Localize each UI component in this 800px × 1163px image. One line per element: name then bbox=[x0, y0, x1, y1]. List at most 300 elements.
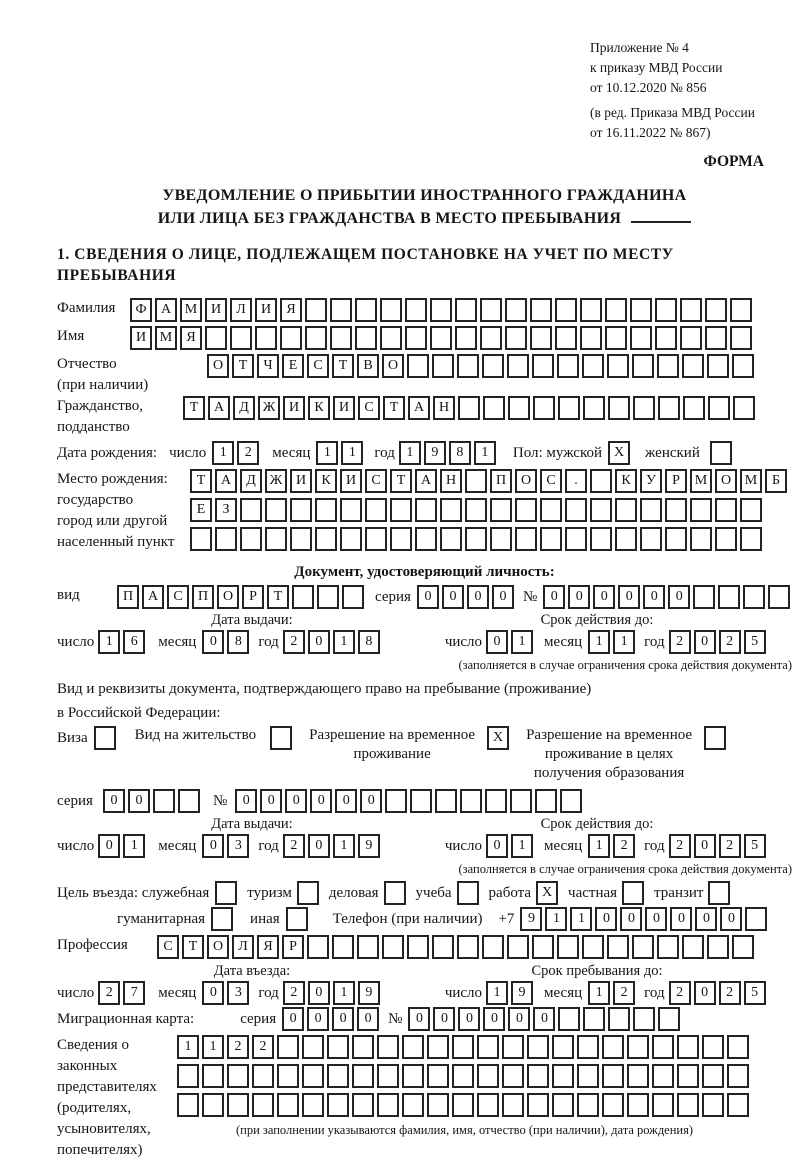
citizenship-boxes-cell[interactable]: Т bbox=[183, 396, 205, 420]
legal-representatives-line1-boxes-cell[interactable] bbox=[277, 1035, 299, 1059]
patronymic-boxes-cell[interactable] bbox=[457, 354, 479, 378]
birth-month-boxes-cell[interactable]: 1 bbox=[341, 441, 363, 465]
surname-boxes-cell[interactable]: М bbox=[180, 298, 202, 322]
doc-issue-month-boxes-cell[interactable]: 8 bbox=[227, 630, 249, 654]
legal-representatives-line3-boxes-cell[interactable] bbox=[677, 1093, 699, 1117]
birthplace-line3-boxes-cell[interactable] bbox=[340, 527, 362, 551]
patronymic-boxes-cell[interactable] bbox=[682, 354, 704, 378]
legal-representatives-line1-boxes-cell[interactable] bbox=[677, 1035, 699, 1059]
givenname-boxes-cell[interactable] bbox=[205, 326, 227, 350]
birthplace-line3-boxes-cell[interactable] bbox=[490, 527, 512, 551]
surname-boxes-cell[interactable] bbox=[330, 298, 352, 322]
doc-number-boxes-cell[interactable]: 0 bbox=[668, 585, 690, 609]
permit-number-boxes-cell[interactable] bbox=[385, 789, 407, 813]
entry-year-boxes-cell[interactable]: 0 bbox=[308, 981, 330, 1005]
legal-representatives-line1-boxes-cell[interactable] bbox=[727, 1035, 749, 1059]
doc-type-boxes-cell[interactable] bbox=[342, 585, 364, 609]
profession-boxes-cell[interactable]: Л bbox=[232, 935, 254, 959]
givenname-boxes-cell[interactable] bbox=[580, 326, 602, 350]
citizenship-boxes-cell[interactable]: А bbox=[208, 396, 230, 420]
entry-year-boxes-cell[interactable]: 9 bbox=[358, 981, 380, 1005]
birthplace-line1-boxes-cell[interactable]: А bbox=[215, 469, 237, 493]
surname-boxes-cell[interactable] bbox=[480, 298, 502, 322]
purpose-study-checkbox[interactable] bbox=[457, 881, 479, 905]
doc-number-boxes-cell[interactable]: 0 bbox=[543, 585, 565, 609]
phone-boxes-cell[interactable]: 0 bbox=[695, 907, 717, 931]
legal-representatives-line2-boxes-cell[interactable] bbox=[252, 1064, 274, 1088]
surname-boxes-cell[interactable] bbox=[380, 298, 402, 322]
legal-representatives-line3-boxes-cell[interactable] bbox=[527, 1093, 549, 1117]
permit-series-boxes-cell[interactable]: 0 bbox=[103, 789, 125, 813]
legal-representatives-line2-boxes-cell[interactable] bbox=[302, 1064, 324, 1088]
profession-boxes-cell[interactable] bbox=[432, 935, 454, 959]
birthplace-line3-boxes-cell[interactable] bbox=[565, 527, 587, 551]
patronymic-boxes-cell[interactable] bbox=[407, 354, 429, 378]
permit-number-boxes-cell[interactable]: 0 bbox=[235, 789, 257, 813]
legal-representatives-line1-boxes-cell[interactable] bbox=[402, 1035, 424, 1059]
birthplace-line2-boxes-cell[interactable] bbox=[515, 498, 537, 522]
doc-series-boxes-cell[interactable]: 0 bbox=[467, 585, 489, 609]
phone-boxes-cell[interactable]: 0 bbox=[670, 907, 692, 931]
permit-issue-month-boxes-cell[interactable]: 0 bbox=[202, 834, 224, 858]
birth-year-boxes-cell[interactable]: 1 bbox=[399, 441, 421, 465]
birthplace-line2-boxes-cell[interactable] bbox=[590, 498, 612, 522]
legal-representatives-line1-boxes-cell[interactable] bbox=[377, 1035, 399, 1059]
migration-series-boxes-cell[interactable]: 0 bbox=[282, 1007, 304, 1031]
citizenship-boxes-cell[interactable] bbox=[483, 396, 505, 420]
legal-representatives-line3-boxes-cell[interactable] bbox=[327, 1093, 349, 1117]
birthplace-line2-boxes-cell[interactable] bbox=[390, 498, 412, 522]
migration-number-boxes-cell[interactable]: 0 bbox=[408, 1007, 430, 1031]
doc-number-boxes-cell[interactable] bbox=[768, 585, 790, 609]
doc-issue-year-boxes-cell[interactable]: 1 bbox=[333, 630, 355, 654]
birthplace-line2-boxes-cell[interactable] bbox=[265, 498, 287, 522]
birthplace-line1-boxes-cell[interactable]: О bbox=[515, 469, 537, 493]
givenname-boxes-cell[interactable] bbox=[655, 326, 677, 350]
surname-boxes-cell[interactable] bbox=[730, 298, 752, 322]
birthplace-line3-boxes-cell[interactable] bbox=[690, 527, 712, 551]
legal-representatives-line2-boxes-cell[interactable] bbox=[552, 1064, 574, 1088]
permit-valid-year-boxes-cell[interactable]: 2 bbox=[719, 834, 741, 858]
migration-number-boxes-cell[interactable]: 0 bbox=[483, 1007, 505, 1031]
birthplace-line1-boxes-cell[interactable]: К bbox=[315, 469, 337, 493]
birthplace-line3-boxes-cell[interactable] bbox=[265, 527, 287, 551]
birthplace-line3-boxes-cell[interactable] bbox=[515, 527, 537, 551]
birthplace-line1-boxes-cell[interactable]: . bbox=[565, 469, 587, 493]
doc-number-boxes-cell[interactable] bbox=[718, 585, 740, 609]
birthplace-line3-boxes-cell[interactable] bbox=[615, 527, 637, 551]
givenname-boxes-cell[interactable] bbox=[380, 326, 402, 350]
citizenship-boxes-cell[interactable]: К bbox=[308, 396, 330, 420]
legal-representatives-line1-boxes-cell[interactable] bbox=[652, 1035, 674, 1059]
surname-boxes-cell[interactable] bbox=[605, 298, 627, 322]
stay-month-boxes-cell[interactable]: 2 bbox=[613, 981, 635, 1005]
permit-number-boxes-cell[interactable] bbox=[410, 789, 432, 813]
legal-representatives-line2-boxes-cell[interactable] bbox=[502, 1064, 524, 1088]
permit-number-boxes-cell[interactable] bbox=[460, 789, 482, 813]
stay-month-boxes-cell[interactable]: 1 bbox=[588, 981, 610, 1005]
birthplace-line2-boxes-cell[interactable] bbox=[340, 498, 362, 522]
female-checkbox[interactable] bbox=[710, 441, 732, 465]
legal-representatives-line1-boxes-cell[interactable] bbox=[452, 1035, 474, 1059]
patronymic-boxes-cell[interactable] bbox=[732, 354, 754, 378]
givenname-boxes-cell[interactable] bbox=[405, 326, 427, 350]
birthplace-line2-boxes-cell[interactable] bbox=[540, 498, 562, 522]
givenname-boxes-cell[interactable] bbox=[555, 326, 577, 350]
male-checkbox[interactable]: X bbox=[608, 441, 630, 465]
legal-representatives-line3-boxes-cell[interactable] bbox=[202, 1093, 224, 1117]
migration-number-boxes-cell[interactable] bbox=[558, 1007, 580, 1031]
surname-boxes-cell[interactable] bbox=[505, 298, 527, 322]
purpose-humanitarian-checkbox[interactable] bbox=[211, 907, 233, 931]
patronymic-boxes-cell[interactable] bbox=[607, 354, 629, 378]
stay-year-boxes-cell[interactable]: 2 bbox=[719, 981, 741, 1005]
migration-series-boxes-cell[interactable]: 0 bbox=[332, 1007, 354, 1031]
givenname-boxes-cell[interactable]: Я bbox=[180, 326, 202, 350]
profession-boxes-cell[interactable]: С bbox=[157, 935, 179, 959]
doc-valid-day-boxes-cell[interactable]: 1 bbox=[511, 630, 533, 654]
citizenship-boxes-cell[interactable] bbox=[733, 396, 755, 420]
legal-representatives-line3-boxes-cell[interactable] bbox=[427, 1093, 449, 1117]
doc-issue-year-boxes-cell[interactable]: 8 bbox=[358, 630, 380, 654]
legal-representatives-line2-boxes-cell[interactable] bbox=[177, 1064, 199, 1088]
legal-representatives-line1-boxes-cell[interactable]: 2 bbox=[227, 1035, 249, 1059]
permit-valid-day-boxes-cell[interactable]: 1 bbox=[511, 834, 533, 858]
doc-number-boxes-cell[interactable]: 0 bbox=[618, 585, 640, 609]
birth-year-boxes-cell[interactable]: 9 bbox=[424, 441, 446, 465]
permit-series-boxes-cell[interactable] bbox=[153, 789, 175, 813]
migration-number-boxes-cell[interactable] bbox=[608, 1007, 630, 1031]
birthplace-line3-boxes-cell[interactable] bbox=[390, 527, 412, 551]
legal-representatives-line3-boxes-cell[interactable] bbox=[502, 1093, 524, 1117]
profession-boxes-cell[interactable] bbox=[657, 935, 679, 959]
givenname-boxes-cell[interactable] bbox=[505, 326, 527, 350]
profession-boxes-cell[interactable] bbox=[407, 935, 429, 959]
birthplace-line2-boxes-cell[interactable] bbox=[740, 498, 762, 522]
doc-type-boxes-cell[interactable]: С bbox=[167, 585, 189, 609]
birthplace-line3-boxes-cell[interactable] bbox=[665, 527, 687, 551]
birthplace-line2-boxes-cell[interactable] bbox=[665, 498, 687, 522]
patronymic-boxes-cell[interactable] bbox=[482, 354, 504, 378]
birthplace-line2-boxes-cell[interactable]: З bbox=[215, 498, 237, 522]
doc-valid-year-boxes-cell[interactable]: 2 bbox=[719, 630, 741, 654]
visa-checkbox[interactable] bbox=[94, 726, 116, 750]
patronymic-boxes-cell[interactable]: О bbox=[207, 354, 229, 378]
permit-issue-year-boxes-cell[interactable]: 2 bbox=[283, 834, 305, 858]
birthplace-line2-boxes-cell[interactable] bbox=[440, 498, 462, 522]
stay-year-boxes-cell[interactable]: 2 bbox=[669, 981, 691, 1005]
patronymic-boxes-cell[interactable]: Т bbox=[232, 354, 254, 378]
doc-number-boxes-cell[interactable] bbox=[743, 585, 765, 609]
patronymic-boxes-cell[interactable] bbox=[657, 354, 679, 378]
permit-valid-month-boxes-cell[interactable]: 1 bbox=[588, 834, 610, 858]
birthplace-line3-boxes-cell[interactable] bbox=[415, 527, 437, 551]
birthplace-line1-boxes-cell[interactable]: Б bbox=[765, 469, 787, 493]
profession-boxes-cell[interactable]: О bbox=[207, 935, 229, 959]
permit-issue-year-boxes-cell[interactable]: 0 bbox=[308, 834, 330, 858]
birthplace-line1-boxes-cell[interactable]: И bbox=[290, 469, 312, 493]
doc-type-boxes-cell[interactable]: Т bbox=[267, 585, 289, 609]
profession-boxes-cell[interactable] bbox=[557, 935, 579, 959]
citizenship-boxes-cell[interactable]: А bbox=[408, 396, 430, 420]
legal-representatives-line2-boxes-cell[interactable] bbox=[227, 1064, 249, 1088]
citizenship-boxes-cell[interactable] bbox=[633, 396, 655, 420]
patronymic-boxes-cell[interactable] bbox=[632, 354, 654, 378]
doc-number-boxes-cell[interactable]: 0 bbox=[568, 585, 590, 609]
citizenship-boxes-cell[interactable]: С bbox=[358, 396, 380, 420]
surname-boxes-cell[interactable]: Я bbox=[280, 298, 302, 322]
patronymic-boxes-cell[interactable] bbox=[707, 354, 729, 378]
temp-residence-checkbox[interactable]: X bbox=[487, 726, 509, 750]
phone-boxes-cell[interactable]: 1 bbox=[545, 907, 567, 931]
permit-number-boxes-cell[interactable]: 0 bbox=[335, 789, 357, 813]
birthplace-line1-boxes-cell[interactable] bbox=[590, 469, 612, 493]
purpose-business-checkbox[interactable] bbox=[384, 881, 406, 905]
doc-valid-day-boxes-cell[interactable]: 0 bbox=[486, 630, 508, 654]
givenname-boxes-cell[interactable] bbox=[255, 326, 277, 350]
legal-representatives-line2-boxes-cell[interactable] bbox=[477, 1064, 499, 1088]
patronymic-boxes-cell[interactable]: В bbox=[357, 354, 379, 378]
purpose-work-checkbox[interactable]: X bbox=[536, 881, 558, 905]
permit-number-boxes-cell[interactable] bbox=[560, 789, 582, 813]
surname-boxes-cell[interactable]: И bbox=[205, 298, 227, 322]
patronymic-boxes-cell[interactable]: Ч bbox=[257, 354, 279, 378]
patronymic-boxes-cell[interactable]: Т bbox=[332, 354, 354, 378]
givenname-boxes-cell[interactable] bbox=[730, 326, 752, 350]
birthplace-line1-boxes-cell[interactable]: Т bbox=[390, 469, 412, 493]
legal-representatives-line1-boxes-cell[interactable] bbox=[477, 1035, 499, 1059]
permit-number-boxes-cell[interactable]: 0 bbox=[310, 789, 332, 813]
citizenship-boxes-cell[interactable] bbox=[558, 396, 580, 420]
doc-issue-year-boxes-cell[interactable]: 2 bbox=[283, 630, 305, 654]
birthplace-line1-boxes-cell[interactable]: О bbox=[715, 469, 737, 493]
givenname-boxes-cell[interactable] bbox=[280, 326, 302, 350]
citizenship-boxes-cell[interactable] bbox=[583, 396, 605, 420]
birthplace-line3-boxes-cell[interactable] bbox=[315, 527, 337, 551]
doc-valid-month-boxes-cell[interactable]: 1 bbox=[588, 630, 610, 654]
birthplace-line1-boxes-cell[interactable]: А bbox=[415, 469, 437, 493]
migration-number-boxes-cell[interactable] bbox=[633, 1007, 655, 1031]
birth-day-boxes-cell[interactable]: 1 bbox=[212, 441, 234, 465]
phone-boxes-cell[interactable]: 0 bbox=[645, 907, 667, 931]
birth-year-boxes-cell[interactable]: 8 bbox=[449, 441, 471, 465]
birthplace-line2-boxes-cell[interactable] bbox=[640, 498, 662, 522]
surname-boxes-cell[interactable] bbox=[655, 298, 677, 322]
legal-representatives-line1-boxes-cell[interactable] bbox=[702, 1035, 724, 1059]
surname-boxes-cell[interactable] bbox=[555, 298, 577, 322]
doc-valid-month-boxes-cell[interactable]: 1 bbox=[613, 630, 635, 654]
doc-valid-year-boxes-cell[interactable]: 5 bbox=[744, 630, 766, 654]
birthplace-line3-boxes-cell[interactable] bbox=[365, 527, 387, 551]
permit-number-boxes-cell[interactable]: 0 bbox=[360, 789, 382, 813]
purpose-transit-checkbox[interactable] bbox=[708, 881, 730, 905]
legal-representatives-line1-boxes-cell[interactable]: 2 bbox=[252, 1035, 274, 1059]
legal-representatives-line2-boxes-cell[interactable] bbox=[727, 1064, 749, 1088]
birthplace-line1-boxes-cell[interactable]: Д bbox=[240, 469, 262, 493]
surname-boxes-cell[interactable] bbox=[530, 298, 552, 322]
entry-month-boxes-cell[interactable]: 0 bbox=[202, 981, 224, 1005]
profession-boxes-cell[interactable] bbox=[607, 935, 629, 959]
birthplace-line1-boxes-cell[interactable]: Т bbox=[190, 469, 212, 493]
profession-boxes-cell[interactable] bbox=[482, 935, 504, 959]
profession-boxes-cell[interactable] bbox=[707, 935, 729, 959]
doc-type-boxes-cell[interactable]: О bbox=[217, 585, 239, 609]
legal-representatives-line2-boxes-cell[interactable] bbox=[452, 1064, 474, 1088]
birthplace-line2-boxes-cell[interactable] bbox=[490, 498, 512, 522]
legal-representatives-line3-boxes-cell[interactable] bbox=[227, 1093, 249, 1117]
migration-series-boxes-cell[interactable]: 0 bbox=[357, 1007, 379, 1031]
givenname-boxes-cell[interactable] bbox=[430, 326, 452, 350]
surname-boxes-cell[interactable] bbox=[680, 298, 702, 322]
purpose-tourism-checkbox[interactable] bbox=[297, 881, 319, 905]
givenname-boxes-cell[interactable] bbox=[230, 326, 252, 350]
legal-representatives-line2-boxes-cell[interactable] bbox=[277, 1064, 299, 1088]
permit-number-boxes-cell[interactable] bbox=[485, 789, 507, 813]
birthplace-line2-boxes-cell[interactable] bbox=[715, 498, 737, 522]
patronymic-boxes-cell[interactable] bbox=[557, 354, 579, 378]
givenname-boxes-cell[interactable] bbox=[630, 326, 652, 350]
birthplace-line1-boxes-cell[interactable]: С bbox=[540, 469, 562, 493]
surname-boxes-cell[interactable] bbox=[455, 298, 477, 322]
legal-representatives-line2-boxes-cell[interactable] bbox=[577, 1064, 599, 1088]
givenname-boxes-cell[interactable] bbox=[680, 326, 702, 350]
surname-boxes-cell[interactable] bbox=[580, 298, 602, 322]
stay-day-boxes-cell[interactable]: 1 bbox=[486, 981, 508, 1005]
legal-representatives-line2-boxes-cell[interactable] bbox=[652, 1064, 674, 1088]
givenname-boxes-cell[interactable] bbox=[355, 326, 377, 350]
citizenship-boxes-cell[interactable]: И bbox=[333, 396, 355, 420]
legal-representatives-line1-boxes-cell[interactable] bbox=[552, 1035, 574, 1059]
birthplace-line2-boxes-cell[interactable] bbox=[240, 498, 262, 522]
doc-number-boxes-cell[interactable] bbox=[693, 585, 715, 609]
patronymic-boxes-cell[interactable] bbox=[582, 354, 604, 378]
birthplace-line2-boxes-cell[interactable] bbox=[365, 498, 387, 522]
phone-boxes-cell[interactable] bbox=[745, 907, 767, 931]
birthplace-line1-boxes-cell[interactable]: Р bbox=[665, 469, 687, 493]
legal-representatives-line3-boxes-cell[interactable] bbox=[552, 1093, 574, 1117]
legal-representatives-line3-boxes-cell[interactable] bbox=[727, 1093, 749, 1117]
profession-boxes-cell[interactable] bbox=[582, 935, 604, 959]
patronymic-boxes-cell[interactable]: О bbox=[382, 354, 404, 378]
legal-representatives-line2-boxes-cell[interactable] bbox=[202, 1064, 224, 1088]
profession-boxes-cell[interactable] bbox=[357, 935, 379, 959]
birthplace-line1-boxes-cell[interactable]: У bbox=[640, 469, 662, 493]
doc-type-boxes-cell[interactable]: П bbox=[192, 585, 214, 609]
doc-type-boxes-cell[interactable]: Р bbox=[242, 585, 264, 609]
surname-boxes-cell[interactable]: Ф bbox=[130, 298, 152, 322]
birthplace-line3-boxes-cell[interactable] bbox=[590, 527, 612, 551]
surname-boxes-cell[interactable] bbox=[305, 298, 327, 322]
legal-representatives-line3-boxes-cell[interactable] bbox=[252, 1093, 274, 1117]
doc-series-boxes-cell[interactable]: 0 bbox=[417, 585, 439, 609]
stay-year-boxes-cell[interactable]: 0 bbox=[694, 981, 716, 1005]
givenname-boxes-cell[interactable] bbox=[480, 326, 502, 350]
birthplace-line3-boxes-cell[interactable] bbox=[715, 527, 737, 551]
migration-number-boxes-cell[interactable]: 0 bbox=[458, 1007, 480, 1031]
profession-boxes-cell[interactable] bbox=[532, 935, 554, 959]
surname-boxes-cell[interactable]: А bbox=[155, 298, 177, 322]
legal-representatives-line1-boxes-cell[interactable] bbox=[327, 1035, 349, 1059]
doc-valid-year-boxes-cell[interactable]: 0 bbox=[694, 630, 716, 654]
surname-boxes-cell[interactable] bbox=[430, 298, 452, 322]
migration-number-boxes-cell[interactable]: 0 bbox=[508, 1007, 530, 1031]
legal-representatives-line1-boxes-cell[interactable] bbox=[427, 1035, 449, 1059]
profession-boxes-cell[interactable] bbox=[332, 935, 354, 959]
givenname-boxes-cell[interactable] bbox=[705, 326, 727, 350]
phone-boxes-cell[interactable]: 9 bbox=[520, 907, 542, 931]
permit-series-boxes-cell[interactable] bbox=[178, 789, 200, 813]
permit-issue-year-boxes-cell[interactable]: 1 bbox=[333, 834, 355, 858]
birth-day-boxes-cell[interactable]: 2 bbox=[237, 441, 259, 465]
migration-number-boxes-cell[interactable] bbox=[658, 1007, 680, 1031]
birthplace-line1-boxes-cell[interactable]: С bbox=[365, 469, 387, 493]
legal-representatives-line3-boxes-cell[interactable] bbox=[652, 1093, 674, 1117]
surname-boxes-cell[interactable] bbox=[630, 298, 652, 322]
legal-representatives-line3-boxes-cell[interactable] bbox=[352, 1093, 374, 1117]
birthplace-line2-boxes-cell[interactable] bbox=[465, 498, 487, 522]
doc-type-boxes-cell[interactable]: П bbox=[117, 585, 139, 609]
profession-boxes-cell[interactable] bbox=[507, 935, 529, 959]
migration-series-boxes-cell[interactable]: 0 bbox=[307, 1007, 329, 1031]
givenname-boxes-cell[interactable] bbox=[305, 326, 327, 350]
purpose-official-checkbox[interactable] bbox=[215, 881, 237, 905]
surname-boxes-cell[interactable]: И bbox=[255, 298, 277, 322]
patronymic-boxes-cell[interactable] bbox=[532, 354, 554, 378]
birthplace-line3-boxes-cell[interactable] bbox=[465, 527, 487, 551]
migration-number-boxes-cell[interactable]: 0 bbox=[433, 1007, 455, 1031]
birthplace-line2-boxes-cell[interactable] bbox=[315, 498, 337, 522]
legal-representatives-line2-boxes-cell[interactable] bbox=[427, 1064, 449, 1088]
birthplace-line2-boxes-cell[interactable] bbox=[415, 498, 437, 522]
legal-representatives-line3-boxes-cell[interactable] bbox=[377, 1093, 399, 1117]
doc-type-boxes-cell[interactable] bbox=[292, 585, 314, 609]
purpose-other-checkbox[interactable] bbox=[286, 907, 308, 931]
permit-number-boxes-cell[interactable]: 0 bbox=[260, 789, 282, 813]
entry-day-boxes-cell[interactable]: 2 bbox=[98, 981, 120, 1005]
doc-issue-month-boxes-cell[interactable]: 0 bbox=[202, 630, 224, 654]
citizenship-boxes-cell[interactable] bbox=[533, 396, 555, 420]
givenname-boxes-cell[interactable] bbox=[455, 326, 477, 350]
legal-representatives-line3-boxes-cell[interactable] bbox=[702, 1093, 724, 1117]
legal-representatives-line1-boxes-cell[interactable] bbox=[577, 1035, 599, 1059]
permit-issue-day-boxes-cell[interactable]: 0 bbox=[98, 834, 120, 858]
legal-representatives-line1-boxes-cell[interactable] bbox=[602, 1035, 624, 1059]
permit-valid-day-boxes-cell[interactable]: 0 bbox=[486, 834, 508, 858]
legal-representatives-line2-boxes-cell[interactable] bbox=[352, 1064, 374, 1088]
citizenship-boxes-cell[interactable]: Ж bbox=[258, 396, 280, 420]
doc-issue-day-boxes-cell[interactable]: 6 bbox=[123, 630, 145, 654]
legal-representatives-line1-boxes-cell[interactable] bbox=[302, 1035, 324, 1059]
legal-representatives-line3-boxes-cell[interactable] bbox=[452, 1093, 474, 1117]
birthplace-line2-boxes-cell[interactable]: Е bbox=[190, 498, 212, 522]
surname-boxes-cell[interactable] bbox=[355, 298, 377, 322]
birthplace-line2-boxes-cell[interactable] bbox=[615, 498, 637, 522]
profession-boxes-cell[interactable] bbox=[457, 935, 479, 959]
profession-boxes-cell[interactable] bbox=[682, 935, 704, 959]
legal-representatives-line3-boxes-cell[interactable] bbox=[302, 1093, 324, 1117]
surname-boxes-cell[interactable] bbox=[405, 298, 427, 322]
legal-representatives-line3-boxes-cell[interactable] bbox=[177, 1093, 199, 1117]
birthplace-line1-boxes-cell[interactable]: И bbox=[340, 469, 362, 493]
givenname-boxes-cell[interactable] bbox=[530, 326, 552, 350]
birthplace-line1-boxes-cell[interactable]: К bbox=[615, 469, 637, 493]
doc-series-boxes-cell[interactable]: 0 bbox=[442, 585, 464, 609]
citizenship-boxes-cell[interactable] bbox=[708, 396, 730, 420]
patronymic-boxes-cell[interactable] bbox=[432, 354, 454, 378]
birthplace-line1-boxes-cell[interactable]: М bbox=[740, 469, 762, 493]
birthplace-line1-boxes-cell[interactable]: М bbox=[690, 469, 712, 493]
permit-issue-day-boxes-cell[interactable]: 1 bbox=[123, 834, 145, 858]
